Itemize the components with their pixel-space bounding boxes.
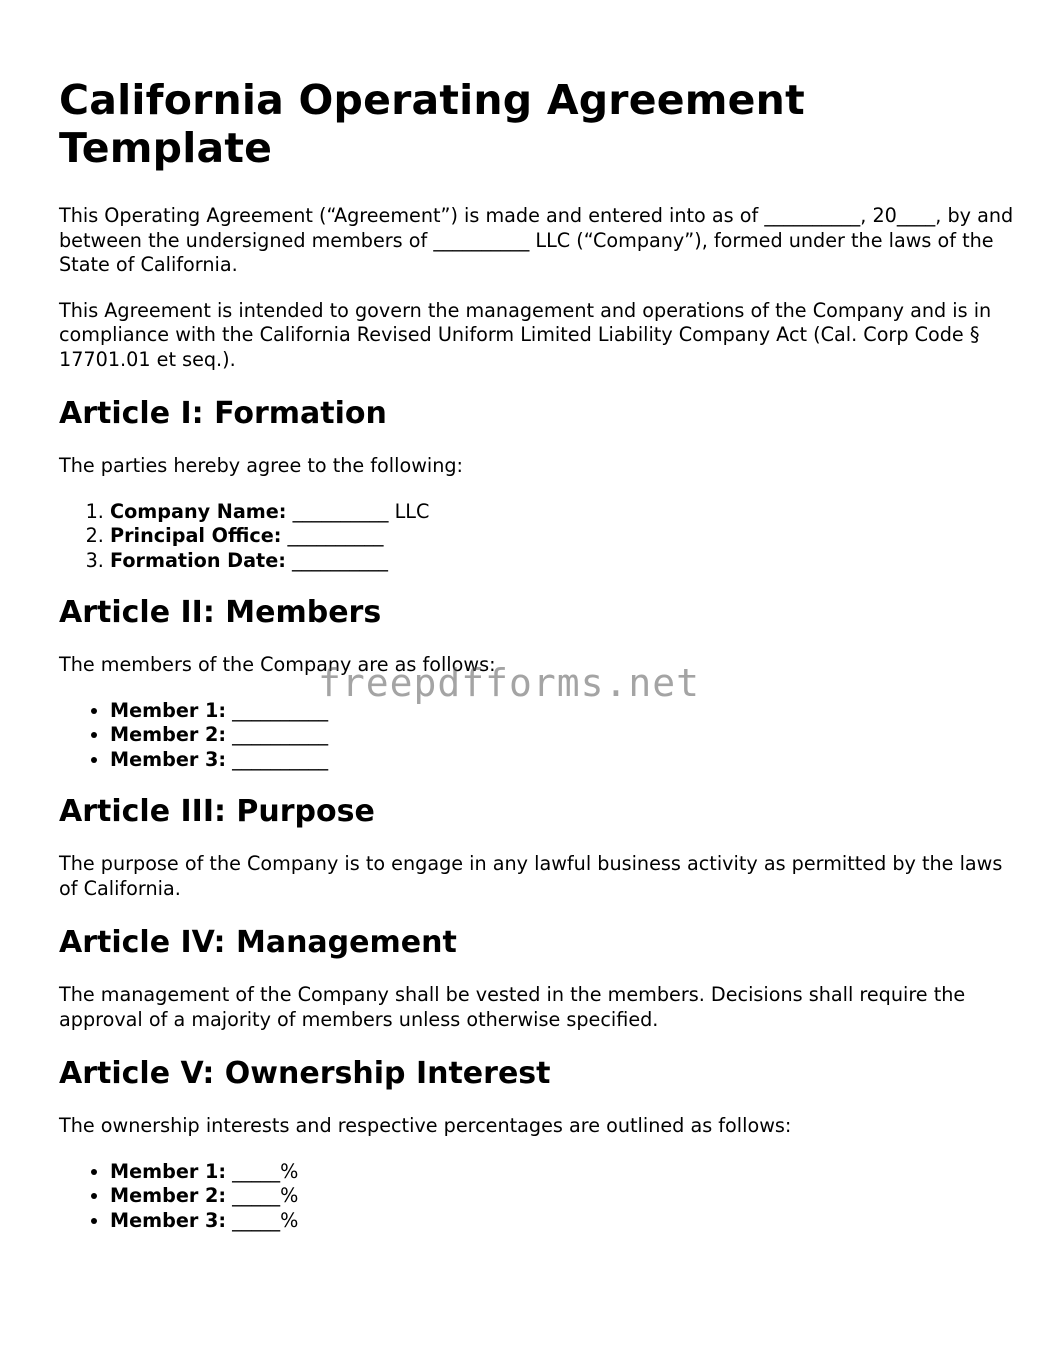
- article-1-text: The parties hereby agree to the following:: [59, 454, 464, 477]
- list-item: [110, 1160, 1019, 1185]
- item-value: _____%: [226, 1184, 299, 1207]
- item-value: __________ LLC: [286, 499, 430, 523]
- item-value: __________: [226, 723, 329, 746]
- article-3-heading: Article III: Purpose: [59, 794, 375, 829]
- list-item: [110, 1209, 1019, 1234]
- item-value: _____%: [226, 1159, 299, 1183]
- list-item: [110, 723, 1019, 748]
- list-item: [110, 1184, 1019, 1209]
- article-5-heading: Article V: Ownership Interest: [59, 1056, 551, 1091]
- item-value: __________: [226, 747, 329, 771]
- item-value: _____%: [226, 1208, 299, 1232]
- article-4-text: The management of the Company shall be vested in the members. Decisions shall require the approval of a majority of members unless otherwise specified.: [59, 983, 966, 1031]
- item-label: Principal Office:: [110, 524, 282, 547]
- intro-paragraph-1: This Operating Agreement (“Agreement”) is made and entered into as of __________, 20____, by and between the undersigned members of __________ LLC (“Company”), formed under the laws of the State of California.: [59, 204, 1014, 276]
- item-label: Member 3:: [110, 1208, 227, 1232]
- list-item: [110, 748, 1019, 773]
- article-2-list: [59, 699, 1019, 773]
- item-label: Member 2:: [110, 723, 227, 746]
- watermark: freepdfforms.net: [318, 661, 701, 705]
- item-value: __________: [226, 698, 329, 722]
- intro-paragraph-2: This Agreement is intended to govern the management and operations of the Company and is in compliance with the California Revised Uniform Limited Liability Company Act (Cal. Corp Code § 17701.01 et seq.).: [59, 298, 992, 371]
- article-5-list: [59, 1160, 1019, 1234]
- article-4-heading: Article IV: Management: [59, 925, 457, 960]
- item-label: Member 1:: [110, 698, 227, 722]
- article-3-text: The purpose of the Company is to engage in any lawful business activity as permitted by the laws of California.: [59, 852, 1003, 900]
- article-5-text: The ownership interests and respective percentages are outlined as follows:: [59, 1114, 792, 1137]
- item-label: Company Name:: [110, 499, 287, 523]
- article-2-heading: Article II: Members: [59, 595, 382, 630]
- list-item: [110, 500, 1019, 525]
- item-label: Member 3:: [110, 747, 227, 771]
- article-1-heading: Article I: Formation: [59, 396, 387, 431]
- item-value: __________: [285, 548, 388, 572]
- list-item: [110, 524, 1019, 549]
- item-label: Member 1:: [110, 1159, 227, 1183]
- document-title: California Operating Agreement Template: [59, 76, 805, 172]
- item-value: __________: [281, 524, 384, 547]
- list-item: [110, 549, 1019, 574]
- item-label: Member 2:: [110, 1184, 227, 1207]
- item-label: Formation Date:: [110, 548, 286, 572]
- article-1-list: [59, 500, 1019, 574]
- article-2-text: The members of the Company are as follows:: [59, 653, 496, 676]
